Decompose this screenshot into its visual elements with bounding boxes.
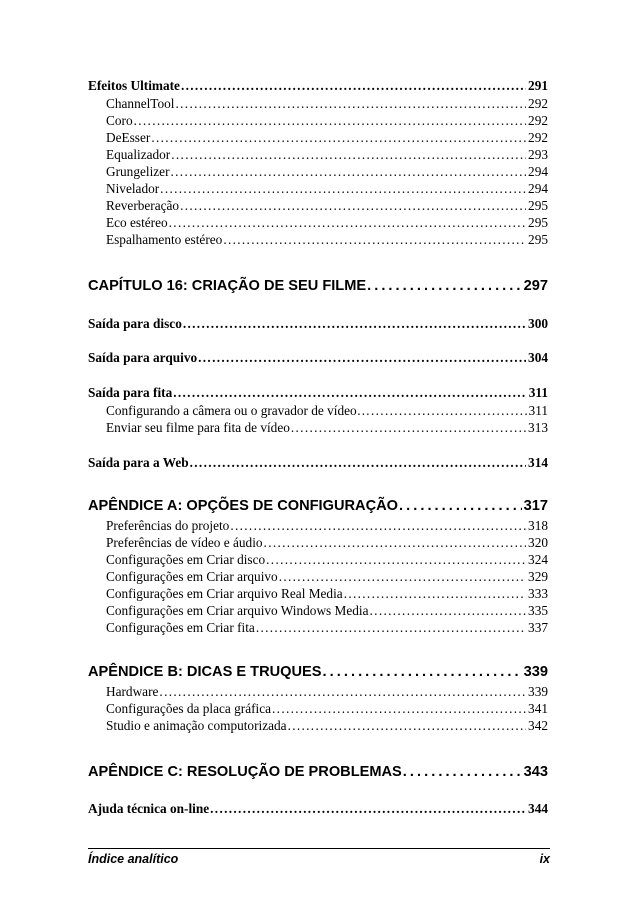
dot-leader: [210, 801, 526, 817]
toc-entry-preferencias-projeto[interactable]: [106, 518, 548, 534]
toc-entry-title: Saída para a Web: [88, 455, 189, 470]
toc-chapter-page: 317: [523, 498, 548, 514]
toc-entry-title: Saída para arquivo: [88, 350, 198, 365]
toc-entry-title: Coro: [106, 113, 133, 128]
footer-divider: [88, 848, 550, 849]
toc-entry-configurando-camera[interactable]: [106, 403, 548, 419]
dot-leader: [370, 603, 527, 619]
dot-leader: [190, 455, 526, 471]
toc-entry-page: 337: [528, 620, 548, 635]
toc-entry-title: Configurações em Criar arquivo Real Media: [106, 586, 343, 601]
toc-entry-page: 294: [528, 164, 548, 179]
toc-chapter-page: 339: [523, 664, 548, 680]
dot-leader: [169, 215, 526, 231]
toc-entry-page: 324: [528, 552, 548, 567]
dot-leader: [171, 147, 526, 163]
toc-entry-page: 293: [528, 147, 548, 162]
toc-entry-page: 333: [528, 586, 548, 601]
toc-entry-page: 341: [528, 701, 548, 716]
dot-leader: [134, 113, 526, 129]
dot-leader: [256, 620, 526, 636]
dot-leader: [279, 569, 526, 585]
dot-leader: [403, 764, 522, 780]
toc-entry-grungelizer[interactable]: [106, 164, 548, 180]
toc-appendix-b[interactable]: [88, 664, 548, 680]
dot-leader: [291, 420, 526, 436]
toc-entry-reverberacao[interactable]: [106, 198, 548, 214]
toc-entry-page: 313: [528, 420, 548, 435]
toc-entry-preferencias-video-audio[interactable]: [106, 535, 548, 551]
toc-entry-page: 314: [528, 455, 548, 470]
toc-chapter-title: APÊNDICE C: RESOLUÇÃO DE PROBLEMAS: [88, 764, 402, 780]
toc-entry-title: Saída para disco: [88, 316, 182, 331]
toc-entry-page: 291: [528, 78, 548, 93]
toc-entry-config-criar-arquivo-real-media[interactable]: [106, 586, 548, 602]
toc-entry-studio-animacao[interactable]: [106, 718, 548, 734]
toc-entry-nivelador[interactable]: [106, 181, 548, 197]
toc-entry-title: ChannelTool: [106, 96, 175, 111]
toc-entry-title: Efeitos Ultimate: [88, 78, 180, 93]
dot-leader: [266, 552, 526, 568]
toc-entry-page: 300: [528, 316, 548, 331]
toc-entry-title: Configurações em Criar fita: [106, 620, 255, 635]
dot-leader: [223, 232, 526, 248]
toc-entry-title: Eco estéreo: [106, 215, 168, 230]
toc-entry-title: Saída para fita: [88, 385, 173, 400]
dot-leader: [272, 701, 526, 717]
toc-entry-page: 311: [528, 385, 548, 400]
toc-entry-title: DeEsser: [106, 130, 151, 145]
toc-entry-config-criar-arquivo-windows-media[interactable]: [106, 603, 548, 619]
toc-entry-coro[interactable]: [106, 113, 548, 129]
toc-entry-config-placa-grafica[interactable]: [106, 701, 548, 717]
toc-entry-title: Configurações em Criar arquivo Windows Media: [106, 603, 369, 618]
toc-entry-page: 339: [528, 684, 548, 699]
toc-entry-config-criar-arquivo[interactable]: [106, 569, 548, 585]
toc-chapter-title: CAPÍTULO 16: CRIAÇÃO DE SEU FILME: [88, 278, 367, 294]
toc-entry-title: Ajuda técnica on-line: [88, 801, 210, 816]
toc-entry-page: 292: [528, 113, 548, 128]
toc-entry-title: Preferências do projeto: [106, 518, 230, 533]
dot-leader: [344, 586, 526, 602]
toc-entry-saida-fita[interactable]: [88, 385, 548, 401]
toc-entry-saida-arquivo[interactable]: [88, 350, 548, 366]
dot-leader: [323, 664, 522, 680]
toc-appendix-c[interactable]: [88, 764, 548, 780]
toc-entry-page: 295: [528, 215, 548, 230]
dot-leader: [181, 78, 526, 94]
dot-leader: [371, 403, 527, 419]
toc-entry-title: Equalizador: [106, 147, 171, 162]
toc-entry-page: 320: [528, 535, 548, 550]
dot-leader: [264, 535, 527, 551]
toc-entry-efeitos-ultimate[interactable]: [88, 78, 548, 94]
dot-leader: [288, 718, 526, 734]
dot-leader: [171, 164, 527, 180]
toc-entry-page: 292: [528, 96, 548, 111]
toc-entry-saida-web[interactable]: [88, 455, 548, 471]
toc-chapter-16[interactable]: [88, 278, 548, 294]
toc-entry-page: 295: [528, 232, 548, 247]
dot-leader: [160, 181, 526, 197]
footer-section-title: Índice analítico: [88, 852, 179, 866]
toc-entry-title: Hardware: [106, 684, 159, 699]
dot-leader: [198, 350, 526, 366]
toc-entry-equalizador[interactable]: [106, 147, 548, 163]
toc-entry-page: 304: [528, 350, 548, 365]
dot-leader: [173, 385, 527, 401]
toc-chapter-title: APÊNDICE A: OPÇÕES DE CONFIGURAÇÃO: [88, 498, 399, 514]
toc-entry-page: 292: [528, 130, 548, 145]
toc-entry-enviar-filme-fita[interactable]: [106, 420, 548, 436]
toc-entry-title: Enviar seu filme para fita de vídeo: [106, 420, 290, 435]
toc-entry-channeltool[interactable]: [106, 96, 548, 112]
dot-leader: [367, 278, 522, 294]
toc-entry-deesser[interactable]: [106, 130, 548, 146]
toc-entry-page: 344: [528, 801, 548, 816]
toc-entry-title: Configurações da placa gráfica: [106, 701, 272, 716]
toc-entry-page: 311: [528, 403, 548, 418]
toc-entry-config-criar-disco[interactable]: [106, 552, 548, 568]
toc-entry-page: 294: [528, 181, 548, 196]
toc-entry-page: 335: [528, 603, 548, 618]
toc-entry-saida-disco[interactable]: [88, 316, 548, 332]
toc-entry-title: Configurando a câmera ou o gravador de vídeo…: [106, 403, 370, 418]
toc-entry-eco-estereo[interactable]: [106, 215, 548, 231]
dot-leader: [180, 198, 526, 214]
toc-chapter-page: 297: [523, 278, 548, 294]
toc-entry-config-criar-fita[interactable]: [106, 620, 548, 636]
toc-entry-page: 329: [528, 569, 548, 584]
toc-appendix-a[interactable]: [88, 498, 548, 514]
dot-leader: [230, 518, 526, 534]
toc-entry-title: Espalhamento estéreo: [106, 232, 223, 247]
toc-entry-ajuda-tecnica[interactable]: [88, 801, 548, 817]
toc-chapter-page: 343: [523, 764, 548, 780]
toc-entry-page: 318: [528, 518, 548, 533]
toc-entry-title: Reverberação: [106, 198, 180, 213]
toc-entry-hardware[interactable]: [106, 684, 548, 700]
toc-entry-title: Preferências de vídeo e áudio: [106, 535, 263, 550]
dot-leader: [176, 96, 527, 112]
toc-entry-page: 295: [528, 198, 548, 213]
footer-page-number: ix: [539, 852, 550, 866]
dot-leader: [151, 130, 526, 146]
toc-entry-page: 342: [528, 718, 548, 733]
toc-entry-title: Studio e animação computorizada: [106, 718, 287, 733]
toc-chapter-title: APÊNDICE B: DICAS E TRUQUES: [88, 664, 322, 680]
dot-leader: [399, 498, 522, 514]
toc-entry-title: Grungelizer: [106, 164, 170, 179]
dot-leader: [159, 684, 526, 700]
toc-entry-title: Nivelador: [106, 181, 160, 196]
toc-entry-espalhamento-estereo[interactable]: [106, 232, 548, 248]
toc-entry-title: Configurações em Criar disco: [106, 552, 266, 567]
dot-leader: [183, 316, 526, 332]
toc-entry-title: Configurações em Criar arquivo: [106, 569, 278, 584]
